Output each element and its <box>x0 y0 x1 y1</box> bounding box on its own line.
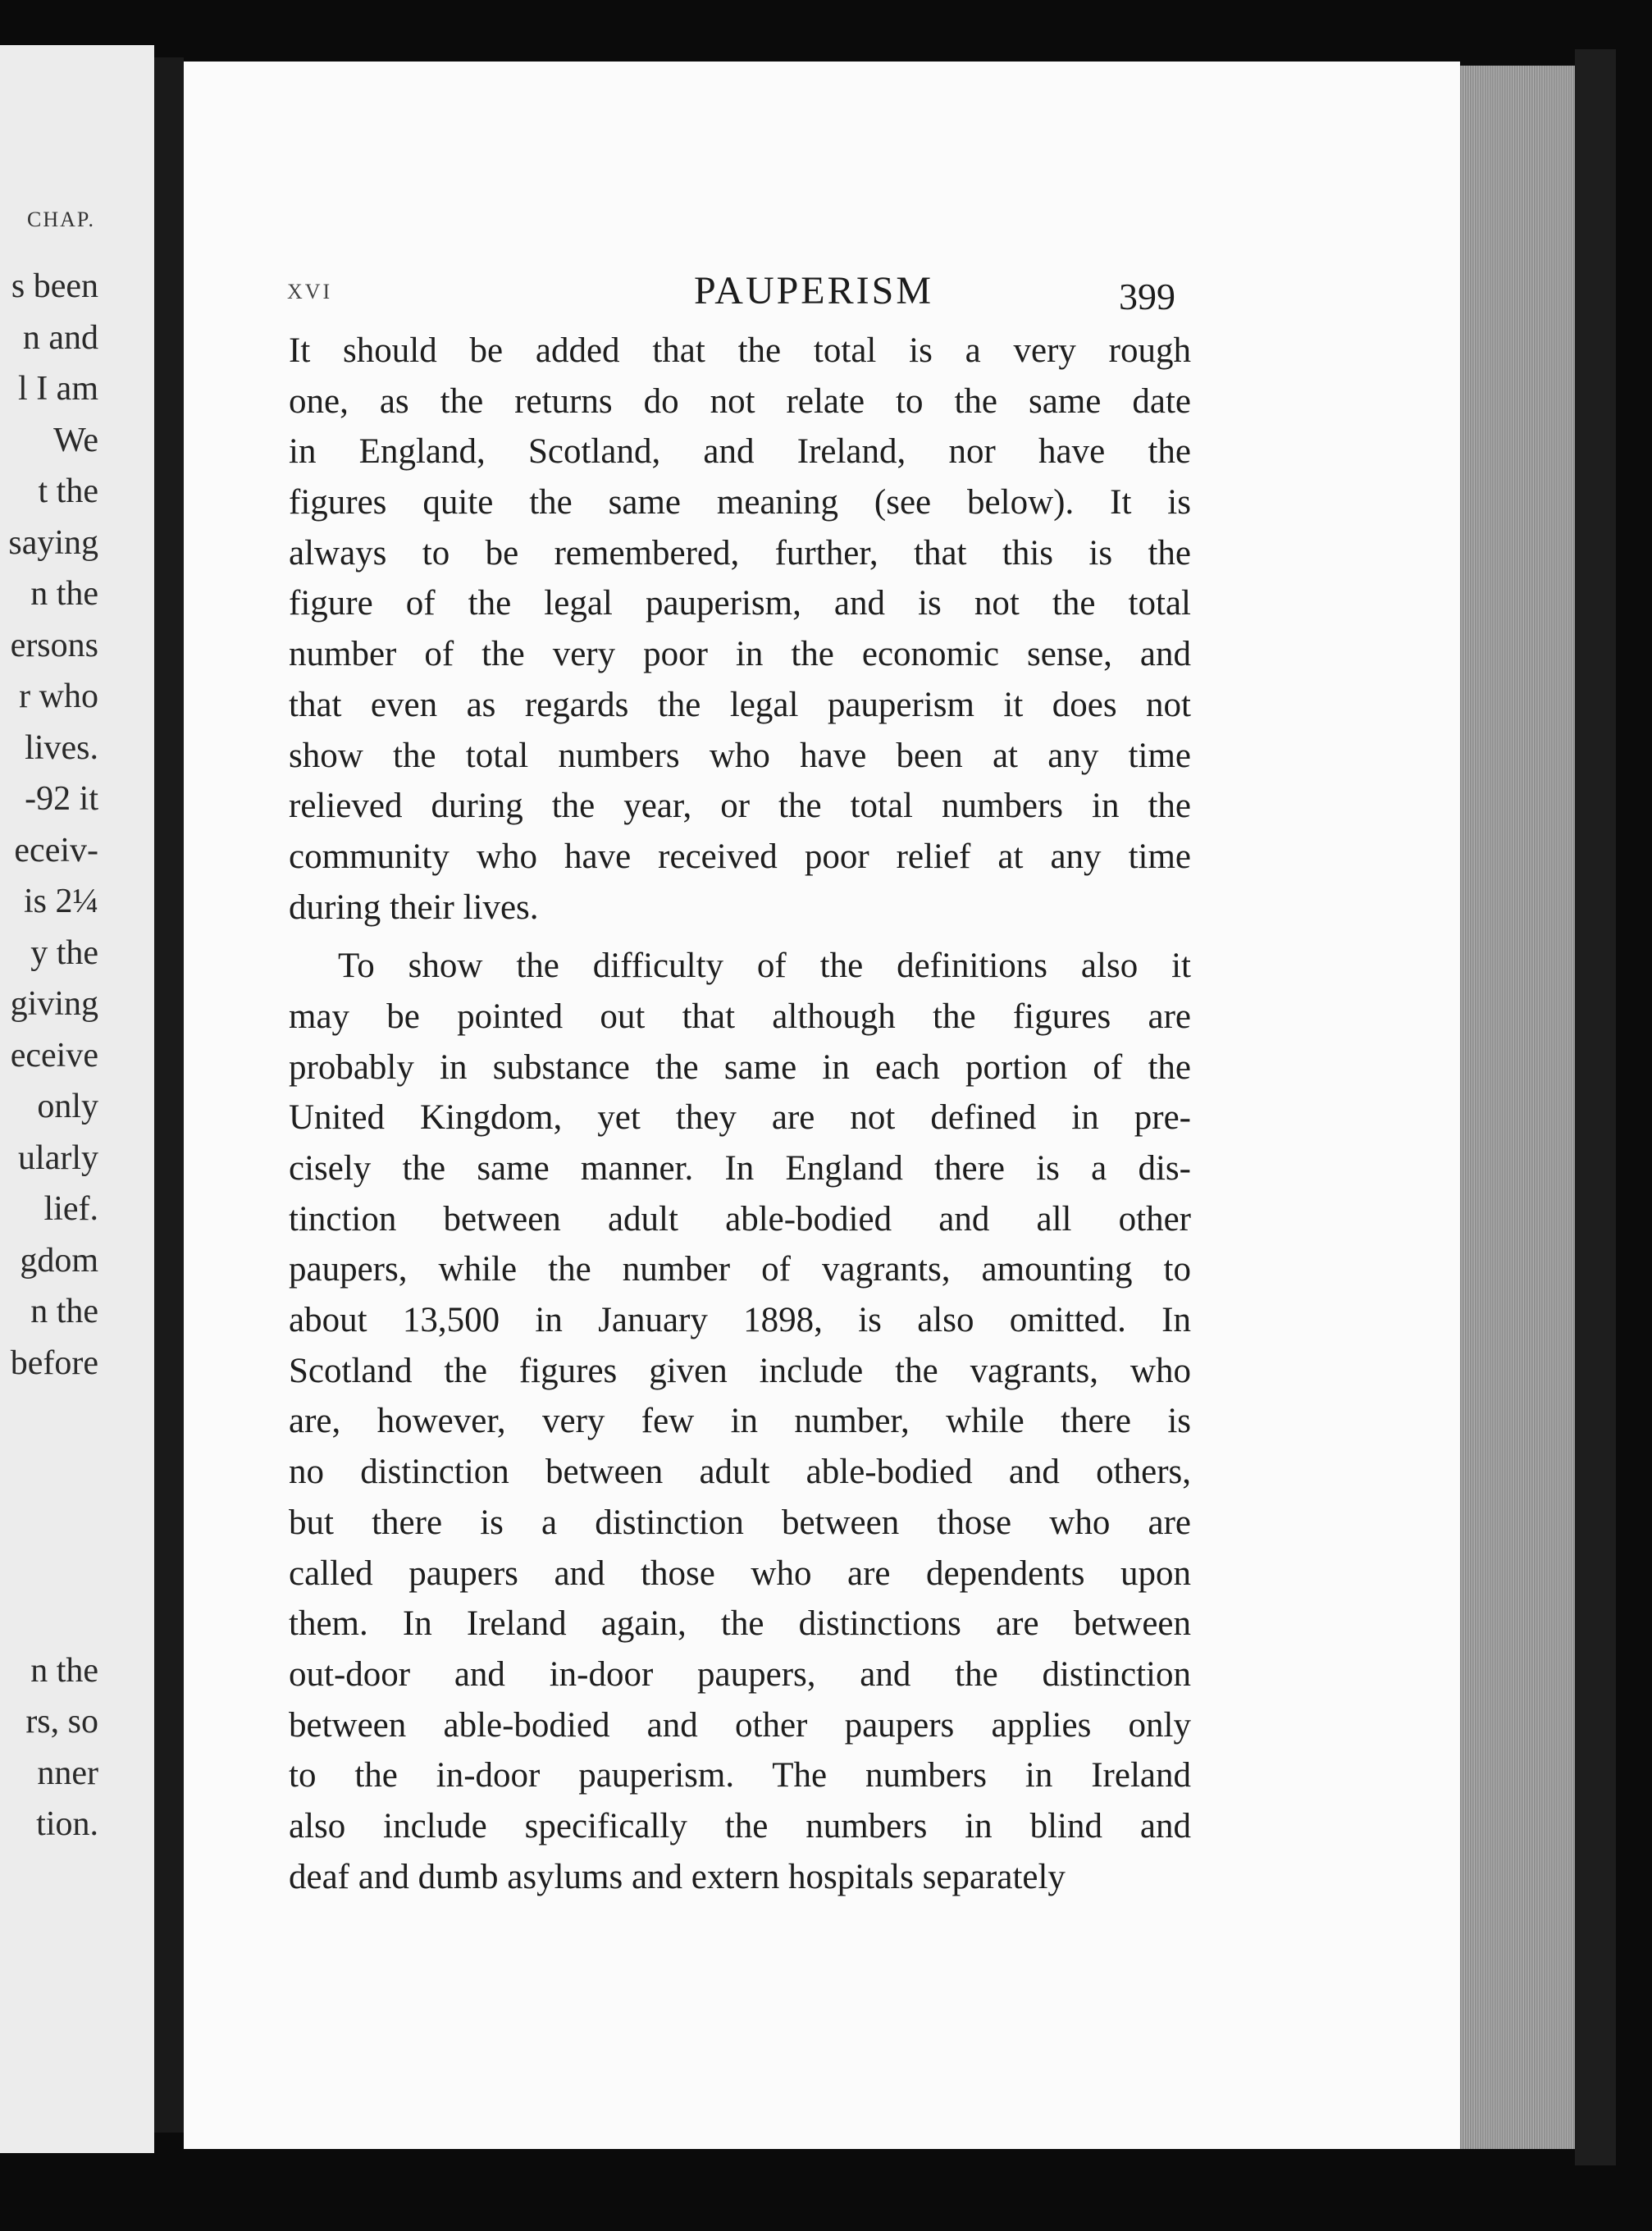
text-line: community who have received poor relief at any time <box>289 837 1191 876</box>
text-line: them. In Ireland again, the distinctions are between <box>289 1604 1191 1644</box>
facing-page-line: tion. <box>36 1805 98 1843</box>
facing-page-line: rs, so <box>25 1703 98 1741</box>
text-line: paupers, while the number of vagrants, amounting to <box>289 1250 1191 1289</box>
facing-page-line: n the <box>30 1651 98 1690</box>
book-cover-edge <box>1575 49 1616 2165</box>
chapter-label: XVI <box>287 280 333 303</box>
text-line: number of the very poor in the economic sense, and <box>289 635 1191 674</box>
text-line: figure of the legal pauperism, and is not the total <box>289 584 1191 623</box>
facing-page-line: is 2¼ <box>23 883 98 920</box>
text-line: relieved during the year, or the total numbers in the <box>289 787 1191 826</box>
text-line: cisely the same manner. In England there is a dis- <box>289 1149 1191 1188</box>
facing-page-line: only <box>37 1088 98 1125</box>
text-line: tinction between adult able-bodied and all other <box>289 1199 1191 1239</box>
text-line: To show the difficulty of the definitions also it <box>338 947 1191 986</box>
text-line: no distinction between adult able-bodied and others, <box>289 1453 1191 1492</box>
facing-page-line: nner <box>37 1754 98 1792</box>
running-header <box>184 268 1460 317</box>
page-title: PAUPERISM <box>693 269 933 313</box>
page-edges <box>1450 66 1586 2149</box>
facing-page-line: lief. <box>43 1190 98 1228</box>
text-line: Scotland the figures given include the vagrants, who <box>289 1351 1191 1390</box>
text-line: figures quite the same meaning (see below). It is <box>289 483 1191 522</box>
text-line: in England, Scotland, and Ireland, nor have the <box>289 432 1191 472</box>
text-line: United Kingdom, yet they are not defined in pre- <box>289 1098 1191 1138</box>
facing-page-line: giving <box>10 985 98 1023</box>
facing-page-line: s been <box>11 267 98 305</box>
book-page <box>184 62 1460 2149</box>
text-line: It should be added that the total is a very rough <box>289 331 1191 370</box>
paragraph-gap <box>289 933 1191 941</box>
body-text <box>289 326 1191 1902</box>
facing-page-header: CHAP. <box>27 208 95 231</box>
facing-page-line: ersons <box>10 626 98 664</box>
facing-page-line: ularly <box>18 1138 98 1177</box>
page-number: 399 <box>1119 276 1175 317</box>
facing-page-line: gdom <box>20 1241 98 1280</box>
text-line: probably in substance the same in each portion of the <box>289 1047 1191 1087</box>
paragraph <box>289 941 1191 1902</box>
book-gutter <box>154 57 184 2133</box>
text-line: between able-bodied and other paupers applies only <box>289 1705 1191 1745</box>
text-line: may be pointed out that although the figures are <box>289 997 1191 1036</box>
text-line: out-door and in-door paupers, and the distinction <box>289 1654 1191 1694</box>
paragraph <box>289 326 1191 933</box>
facing-page-line: n the <box>30 575 98 613</box>
text-line: during their lives. <box>289 887 539 927</box>
text-line: deaf and dumb asylums and extern hospitals separately <box>289 1857 1066 1896</box>
text-line: called paupers and those who are dependents upon <box>289 1553 1191 1593</box>
facing-page-line: -92 it <box>25 780 98 818</box>
facing-page-line: t the <box>38 472 98 510</box>
facing-page-line: saying <box>8 523 98 562</box>
facing-page-line: lives. <box>25 728 98 767</box>
text-line: always to be remembered, further, that this is the <box>289 533 1191 573</box>
facing-page-line: eceive <box>10 1036 98 1074</box>
facing-page-line: y the <box>30 933 98 972</box>
text-line: also include specifically the numbers in blind and <box>289 1806 1191 1845</box>
facing-page-line: eceiv- <box>14 831 98 869</box>
text-line: one, as the returns do not relate to the same date <box>289 381 1191 421</box>
text-line: show the total numbers who have been at any time <box>289 736 1191 775</box>
facing-page-line: l I am <box>18 370 98 408</box>
facing-page-line: r who <box>19 678 98 715</box>
text-line: that even as regards the legal pauperism it does not <box>289 685 1191 724</box>
facing-page-line: n and <box>22 318 98 357</box>
text-line: but there is a distinction between those who are <box>289 1503 1191 1542</box>
text-line: about 13,500 in January 1898, is also omitted. In <box>289 1301 1191 1340</box>
facing-page <box>0 45 154 2153</box>
text-line: to the in-door pauperism. The numbers in Ireland <box>289 1756 1191 1795</box>
facing-page-line: We <box>53 421 98 459</box>
text-line: are, however, very few in number, while there is <box>289 1402 1191 1441</box>
facing-page-line: before <box>10 1344 98 1382</box>
facing-page-line: n the <box>30 1293 98 1330</box>
